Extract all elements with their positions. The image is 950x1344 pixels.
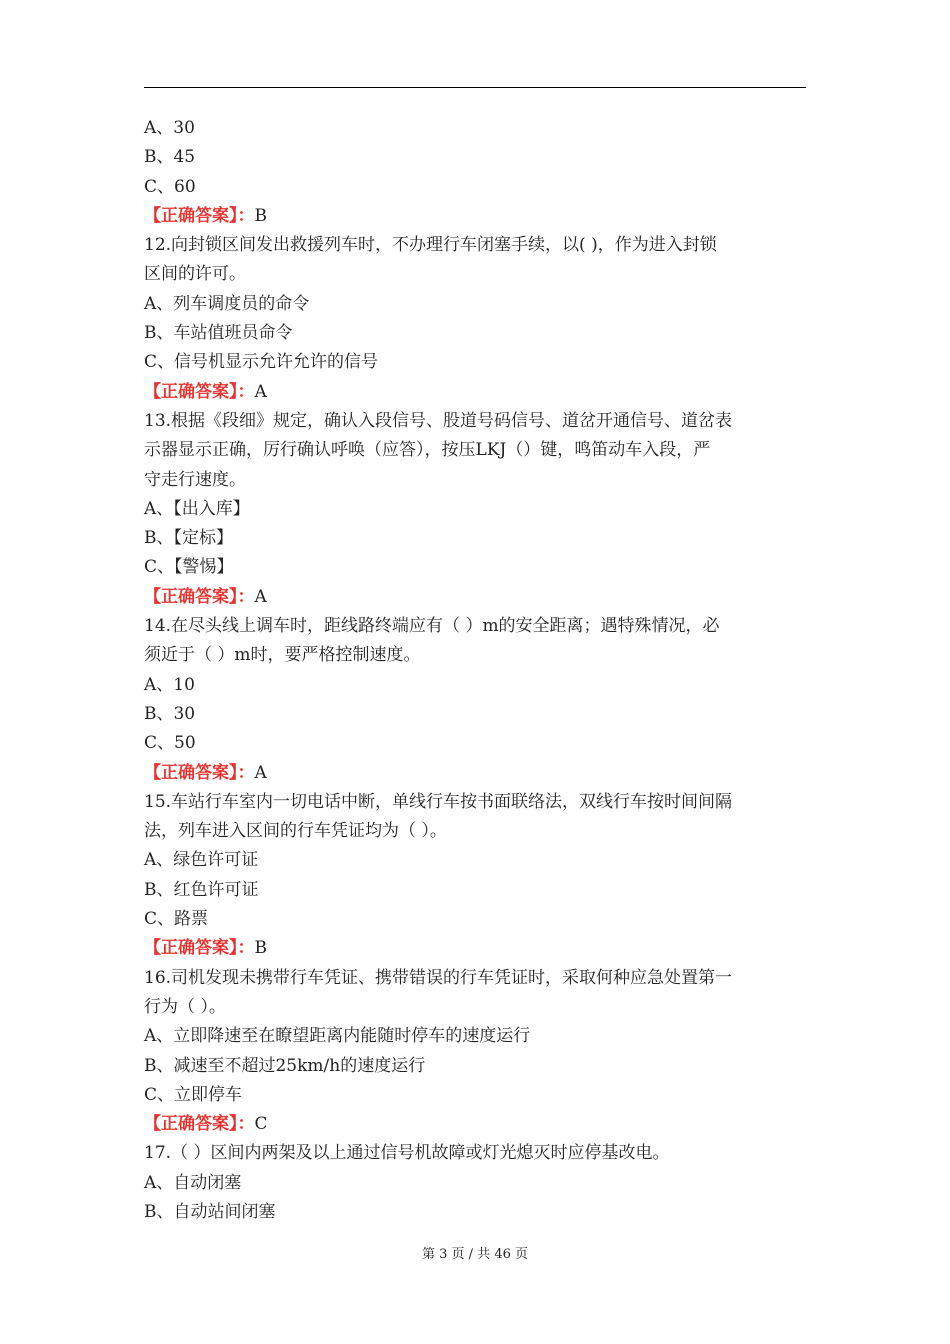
option-line: C、60 xyxy=(144,176,196,197)
answer-value: A xyxy=(254,381,267,402)
option-line: A、自动闭塞 xyxy=(144,1172,242,1193)
answer-value: B xyxy=(254,938,267,959)
answer-label: 【正确答案】： xyxy=(144,586,255,607)
question-stem: 行为（ ）。 xyxy=(144,996,226,1017)
option-line: A、绿色许可证 xyxy=(144,850,259,871)
answer-value: A xyxy=(254,586,267,607)
question-stem: 13.根据《段细》规定，确认入段信号、股道号码信号、道岔开通信号、道岔表 xyxy=(144,410,733,431)
question-stem: 法，列车进入区间的行车凭证均为（ ）。 xyxy=(144,821,447,842)
option-line: C、信号机显示允许允许的信号 xyxy=(144,352,379,373)
answer-label: 【正确答案】： xyxy=(144,1114,255,1135)
question-stem: 区间的许可。 xyxy=(144,264,246,285)
answer-line xyxy=(144,583,806,612)
question-stem: 15.车站行车室内一切电话中断，单线行车按书面联络法，双线行车按时间间隔 xyxy=(144,791,733,812)
question-stem: 12.向封锁区间发出救援列车时，不办理行车闭塞手续，以( )，作为进入封锁 xyxy=(144,235,717,256)
option-line: B、减速至不超过25km/h的速度运行 xyxy=(144,1055,426,1076)
question-stem: 17.（ ）区间内两架及以上通过信号机故障或灯光熄灭时应停基改电。 xyxy=(144,1143,670,1164)
page-footer: 第 3 页 / 共 46 页 xyxy=(422,1247,528,1262)
option-line: C、立即停车 xyxy=(144,1084,243,1105)
option-line: C、50 xyxy=(144,733,196,754)
option-line: C、路票 xyxy=(144,909,209,930)
answer-line xyxy=(144,1110,806,1139)
question-stem: 14.在尽头线上调车时，距线路终端应有（ ）m的安全距离；遇特殊情况，必 xyxy=(144,616,720,637)
option-line: B、【定标】 xyxy=(144,528,233,549)
answer-label: 【正确答案】： xyxy=(144,762,255,783)
answer-label: 【正确答案】： xyxy=(144,205,255,226)
option-line: A、【出入库】 xyxy=(144,498,250,519)
answer-line xyxy=(144,202,806,231)
option-line: A、10 xyxy=(144,674,195,695)
answer-value: B xyxy=(254,205,267,226)
option-line: B、自动站间闭塞 xyxy=(144,1201,276,1222)
answer-value: C xyxy=(254,1114,268,1135)
option-line: B、45 xyxy=(144,147,196,168)
option-line: C、【警惕】 xyxy=(144,557,234,578)
question-stem: 示器显示正确，厉行确认呼唤（应答），按压LKJ（）键，鸣笛动车入段，严 xyxy=(144,440,711,461)
answer-label: 【正确答案】： xyxy=(144,381,255,402)
answer-line xyxy=(144,378,806,407)
question-stem: 16.司机发现未携带行车凭证、携带错误的行车凭证时，采取何种应急处置第一 xyxy=(144,967,733,988)
answer-label: 【正确答案】： xyxy=(144,938,255,959)
option-line: A、立即降速至在瞭望距离内能随时停车的速度运行 xyxy=(144,1026,531,1047)
option-line: B、车站值班员命令 xyxy=(144,323,293,344)
question-stem: 须近于（ ）m时，要严格控制速度。 xyxy=(144,645,421,666)
question-stem: 守走行速度。 xyxy=(144,469,246,490)
option-line: B、红色许可证 xyxy=(144,879,259,900)
option-line: B、30 xyxy=(144,703,196,724)
option-line: A、30 xyxy=(144,118,195,138)
option-line: A、列车调度员的命令 xyxy=(144,293,310,314)
answer-value: A xyxy=(254,762,267,783)
header-rule xyxy=(144,87,806,88)
document-body xyxy=(144,114,806,1227)
answer-line xyxy=(144,759,806,788)
answer-line xyxy=(144,934,806,963)
